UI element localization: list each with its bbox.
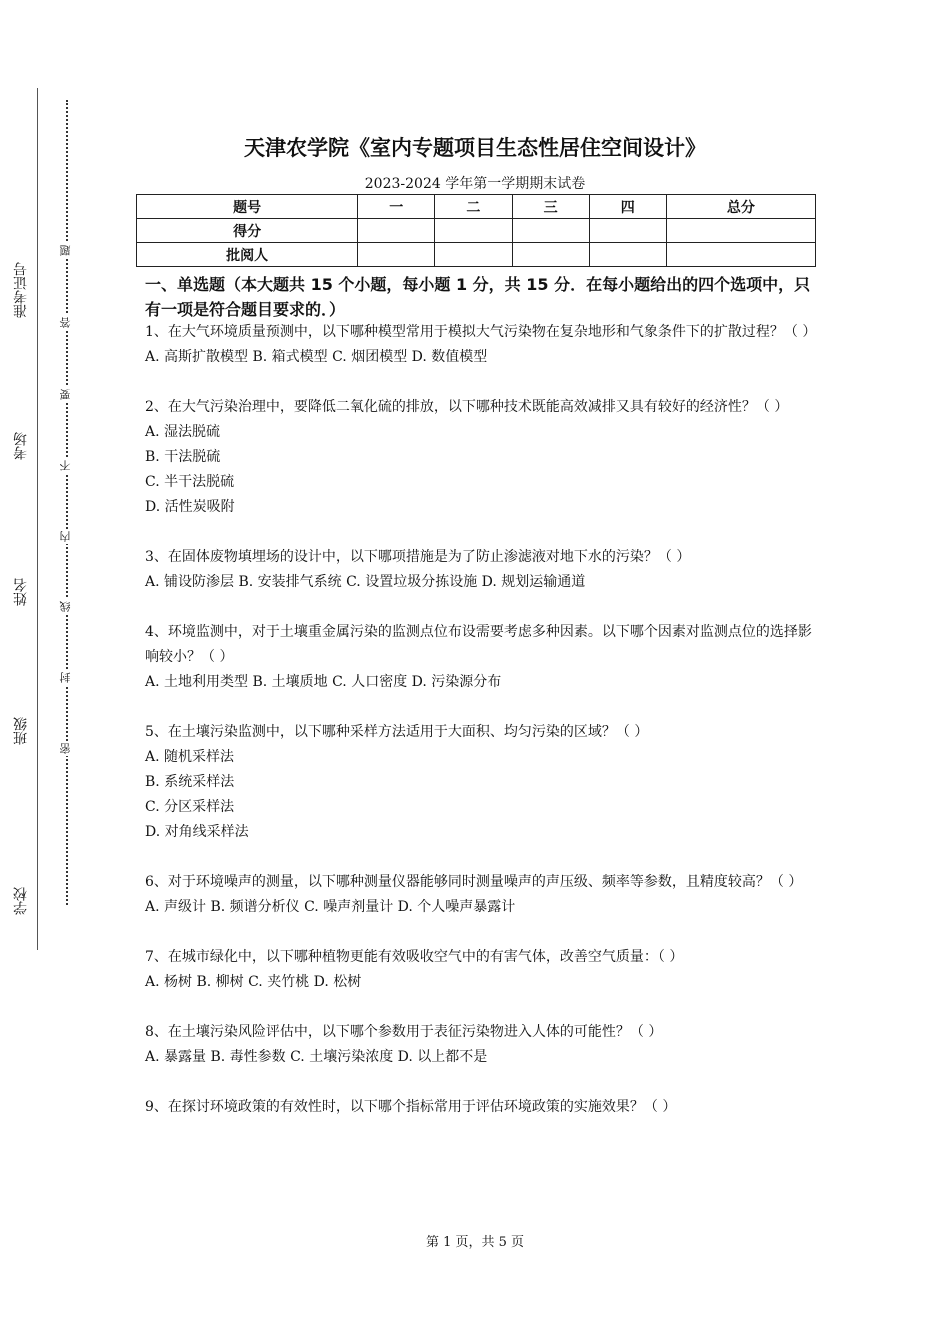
question-stem: 3、在固体废物填埋场的设计中，以下哪项措施是为了防止渗滤液对地下水的污染？（ ） [145, 549, 691, 565]
question-5 [145, 720, 815, 845]
binding-dotted-line [66, 100, 68, 905]
answer-option[interactable]: A. 暴露量 B. 毒性参数 C. 土壤污染浓度 D. 以上都不是 [145, 1049, 488, 1065]
grader-row-label: 批阅人 [137, 243, 358, 267]
exam-subtitle: 2023-2024 学年第一学期期末试卷 [364, 176, 586, 192]
score-table-header: 题号 [137, 195, 358, 219]
question-stem: 1、在大气环境质量预测中，以下哪种模型常用于模拟大气污染物在复杂地形和气象条件下的扩散过程？（ ） [145, 324, 817, 340]
answer-option[interactable]: B. 系统采样法 [145, 774, 235, 790]
question-list [145, 320, 815, 1145]
question-stem: 8、在土壤污染风险评估中，以下哪个参数用于表征污染物进入人体的可能性？（ ） [145, 1024, 663, 1040]
question-3 [145, 545, 815, 595]
score-table-header: 三 [512, 195, 589, 219]
label-exam-id: 准考证号 [13, 262, 29, 318]
grader-row [137, 243, 816, 267]
answer-option[interactable]: A. 杨树 B. 柳树 C. 夹竹桃 D. 松树 [145, 974, 362, 990]
grader-cell[interactable] [512, 243, 589, 267]
question-4 [145, 620, 815, 695]
question-stem: 7、在城市绿化中，以下哪种植物更能有效吸收空气中的有害气体，改善空气质量：（ ） [145, 949, 684, 965]
grader-cell[interactable] [666, 243, 815, 267]
score-table [136, 194, 816, 267]
label-class: 班级 [13, 717, 29, 745]
score-cell[interactable] [358, 219, 435, 243]
seal-note: 要 [59, 389, 72, 400]
seal-note: 答 [59, 317, 72, 328]
label-name: 姓名 [13, 578, 29, 606]
label-exam-room: 考场 [13, 432, 29, 460]
seal-note: 封 [59, 672, 72, 683]
score-cell[interactable] [435, 219, 512, 243]
seal-note: 密 [59, 743, 72, 754]
score-row [137, 219, 816, 243]
score-table-header: 二 [435, 195, 512, 219]
answer-option[interactable]: A. 铺设防渗层 B. 安装排气系统 C. 设置垃圾分拣设施 D. 规划运输通道 [145, 574, 586, 590]
question-8 [145, 1020, 815, 1070]
question-stem: 9、在探讨环境政策的有效性时，以下哪个指标常用于评估环境政策的实施效果？（ ） [145, 1099, 677, 1115]
question-7 [145, 945, 815, 995]
grader-cell[interactable] [358, 243, 435, 267]
section-heading: 一、单选题（本大题共 15 个小题，每小题 1 分，共 15 分．在每小题给出的四个选项中，只有一项是符合题目要求的．） [145, 275, 811, 319]
question-stem: 4、环境监测中，对于土壤重金属污染的监测点位布设需要考虑多种因素。以下哪个因素对监测点位的选择影响较小？（ ） [145, 624, 812, 665]
answer-option[interactable]: A. 湿法脱硫 [145, 424, 221, 440]
score-table-header: 四 [589, 195, 666, 219]
answer-option[interactable]: D. 对角线采样法 [145, 824, 249, 840]
answer-option[interactable]: C. 分区采样法 [145, 799, 235, 815]
answer-option[interactable]: D. 活性炭吸附 [145, 499, 235, 515]
label-school: 学校 [13, 887, 29, 915]
seal-note: 线 [59, 601, 72, 612]
question-2 [145, 395, 815, 520]
score-cell[interactable] [512, 219, 589, 243]
grader-cell[interactable] [589, 243, 666, 267]
question-stem: 5、在土壤污染监测中，以下哪种采样方法适用于大面积、均匀污染的区域？（ ） [145, 724, 649, 740]
question-9 [145, 1095, 815, 1120]
seal-note: 题 [59, 245, 72, 256]
answer-option[interactable]: C. 半干法脱硫 [145, 474, 235, 490]
page-number: 第 1 页，共 5 页 [425, 1235, 525, 1250]
question-stem: 6、对于环境噪声的测量，以下哪种测量仪器能够同时测量噪声的声压级、频率等参数，且精度较高？（ ） [145, 874, 803, 890]
answer-option[interactable]: A. 土地利用类型 B. 土壤质地 C. 人口密度 D. 污染源分布 [145, 674, 502, 690]
question-1 [145, 320, 815, 370]
score-table-header-row [137, 195, 816, 219]
score-cell[interactable] [589, 219, 666, 243]
binding-solid-line [37, 88, 38, 950]
answer-option[interactable]: A. 随机采样法 [145, 749, 235, 765]
score-cell[interactable] [666, 219, 815, 243]
question-stem: 2、在大气污染治理中，要降低二氧化硫的排放，以下哪种技术既能高效减排又具有较好的经济性？（ ） [145, 399, 789, 415]
seal-note: 内 [59, 531, 72, 542]
question-6 [145, 870, 815, 920]
answer-option[interactable]: B. 干法脱硫 [145, 449, 221, 465]
exam-title: 天津农学院《室内专题项目生态性居住空间设计》 [244, 136, 706, 160]
answer-option[interactable]: A. 声级计 B. 频谱分析仪 C. 噪声剂量计 D. 个人噪声暴露计 [145, 899, 516, 915]
seal-note: 不 [59, 460, 72, 471]
answer-option[interactable]: A. 高斯扩散模型 B. 箱式模型 C. 烟团模型 D. 数值模型 [145, 349, 488, 365]
score-table-header: 一 [358, 195, 435, 219]
score-table-header: 总分 [666, 195, 815, 219]
grader-cell[interactable] [435, 243, 512, 267]
score-row-label: 得分 [137, 219, 358, 243]
